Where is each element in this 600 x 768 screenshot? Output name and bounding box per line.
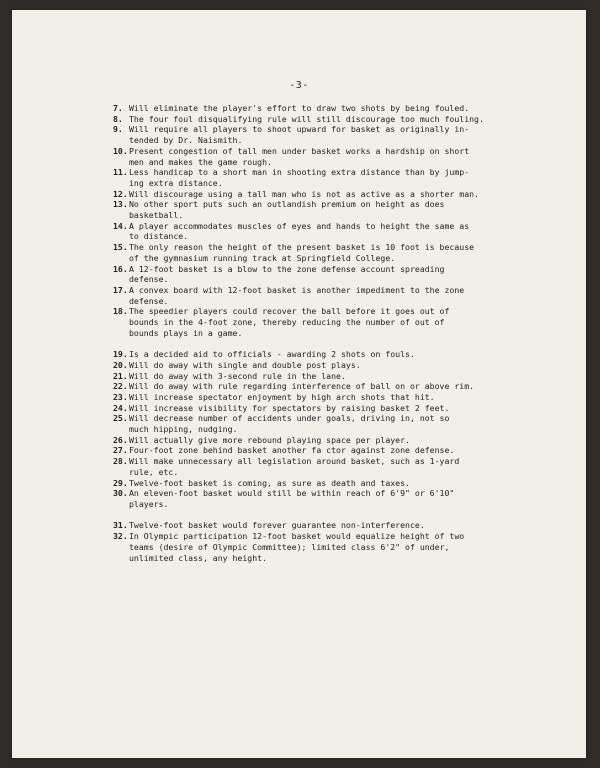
item-number: 15.	[113, 242, 128, 253]
list-item	[113, 167, 553, 188]
item-text: Is a decided aid to officials - awarding 2 shots on fouls.	[129, 349, 415, 360]
numbered-list	[113, 103, 553, 563]
list-item	[113, 221, 553, 242]
group-gap	[113, 510, 553, 521]
list-item	[113, 403, 553, 414]
page-number: -3-	[289, 80, 309, 91]
item-text: A player accommodates muscles of eyes and hands to height the same as to distance.	[129, 220, 470, 242]
list-item	[113, 520, 553, 531]
list-item	[113, 371, 553, 382]
item-number: 7.	[113, 103, 123, 113]
item-text: Will decrease number of accidents under goals, driving in, not so much hipping, nudging.	[129, 413, 450, 435]
item-number: 26.	[113, 434, 128, 445]
item-text: An eleven-foot basket would still be within reach of 6'9" or 6'10" players.	[129, 488, 455, 509]
list-item	[113, 381, 553, 392]
item-text: In Olympic participation 12-foot basket would equalize height of two teams (desire of Olympic Committee); limited class 6'2" of under, unlimited class, any height.	[129, 531, 465, 563]
item-number: 8.	[113, 113, 123, 124]
list-item	[113, 114, 553, 125]
list-item	[113, 488, 553, 509]
list-item	[113, 285, 553, 306]
item-text: Will actually give more rebound playing space per player.	[129, 434, 410, 445]
item-number: 22.	[113, 381, 128, 392]
item-number: 29.	[113, 477, 128, 488]
item-text: Will increase visibility for spectators by raising basket 2 feet.	[129, 402, 450, 413]
item-number: 24.	[113, 402, 128, 413]
list-item	[113, 264, 553, 285]
item-text: Will eliminate the player's effort to draw two shots by being fouled.	[129, 103, 470, 113]
list-item	[113, 392, 553, 403]
item-number: 16.	[113, 263, 128, 274]
list-item	[113, 242, 553, 263]
item-text: Will do away with single and double post plays.	[129, 359, 361, 370]
item-number: 27.	[113, 445, 128, 456]
document-page	[12, 10, 586, 758]
item-text: Will make unnecessary all legislation around basket, such as 1-yard rule, etc.	[129, 456, 460, 477]
item-number: 25.	[113, 413, 128, 424]
item-number: 11.	[113, 167, 128, 178]
item-number: 10.	[113, 145, 128, 156]
item-number: 13.	[113, 199, 128, 210]
list-item	[113, 478, 553, 489]
item-number: 32.	[113, 531, 128, 542]
item-text: Will increase spectator enjoyment by high arch shots that hit.	[129, 391, 435, 402]
item-text: Twelve-foot basket would forever guarantee non-interference.	[129, 520, 425, 531]
item-number: 9.	[113, 124, 123, 135]
item-text: Will discourage using a tall man who is not as active as a shorter man.	[129, 188, 479, 199]
item-number: 28.	[113, 456, 128, 467]
item-text: A convex board with 12-foot basket is another impediment to the zone defense.	[129, 284, 465, 306]
list-item	[113, 146, 553, 167]
list-item	[113, 435, 553, 446]
item-number: 21.	[113, 370, 128, 381]
item-text: The only reason the height of the present basket is 10 foot is because of the gymnasium running track at Springfield College.	[129, 242, 475, 263]
item-text: Less handicap to a short man in shooting extra distance than by jump- ing extra distance.	[129, 167, 470, 188]
item-text: No other sport puts such an outlandish premium on height as does basketball.	[129, 199, 445, 221]
item-number: 12.	[113, 188, 128, 199]
list-item	[113, 360, 553, 371]
item-number: 18.	[113, 306, 128, 317]
item-number: 19.	[113, 349, 128, 360]
item-text: A 12-foot basket is a blow to the zone defense account spreading defense.	[129, 263, 445, 285]
item-number: 30.	[113, 488, 128, 499]
list-item	[113, 103, 553, 114]
list-item	[113, 445, 553, 456]
list-item	[113, 456, 553, 477]
list-item	[113, 413, 553, 434]
item-number: 14.	[113, 220, 128, 231]
list-item	[113, 199, 553, 220]
group-gap	[113, 338, 553, 349]
list-item	[113, 189, 553, 200]
item-text: Four-foot zone behind basket another fa ctor against zone defense.	[129, 445, 455, 456]
list-item	[113, 306, 553, 338]
list-item	[113, 349, 553, 360]
item-number: 17.	[113, 284, 128, 295]
item-text: Twelve-foot basket is coming, as sure as death and taxes.	[129, 477, 410, 488]
list-item	[113, 124, 553, 145]
item-text: The four foul disqualifying rule will still discourage too much fouling.	[129, 113, 484, 124]
item-number: 23.	[113, 391, 128, 402]
item-text: Present congestion of tall men under basket works a hardship on short men and makes the game rough.	[129, 145, 470, 167]
item-text: Will require all players to shoot upward for basket as originally in- tended by Dr. Naismith.	[129, 124, 470, 146]
item-text: Will do away with 3-second rule in the lane.	[129, 370, 346, 381]
item-text: Will do away with rule regarding interference of ball on or above rim.	[129, 381, 475, 392]
item-number: 20.	[113, 359, 128, 370]
item-number: 31.	[113, 520, 128, 531]
item-text: The speedier players could recover the ball before it goes out of bounds in the 4-foot zone, thereby reducing the number of out of bounds plays in a game.	[129, 306, 450, 338]
list-item	[113, 531, 553, 563]
